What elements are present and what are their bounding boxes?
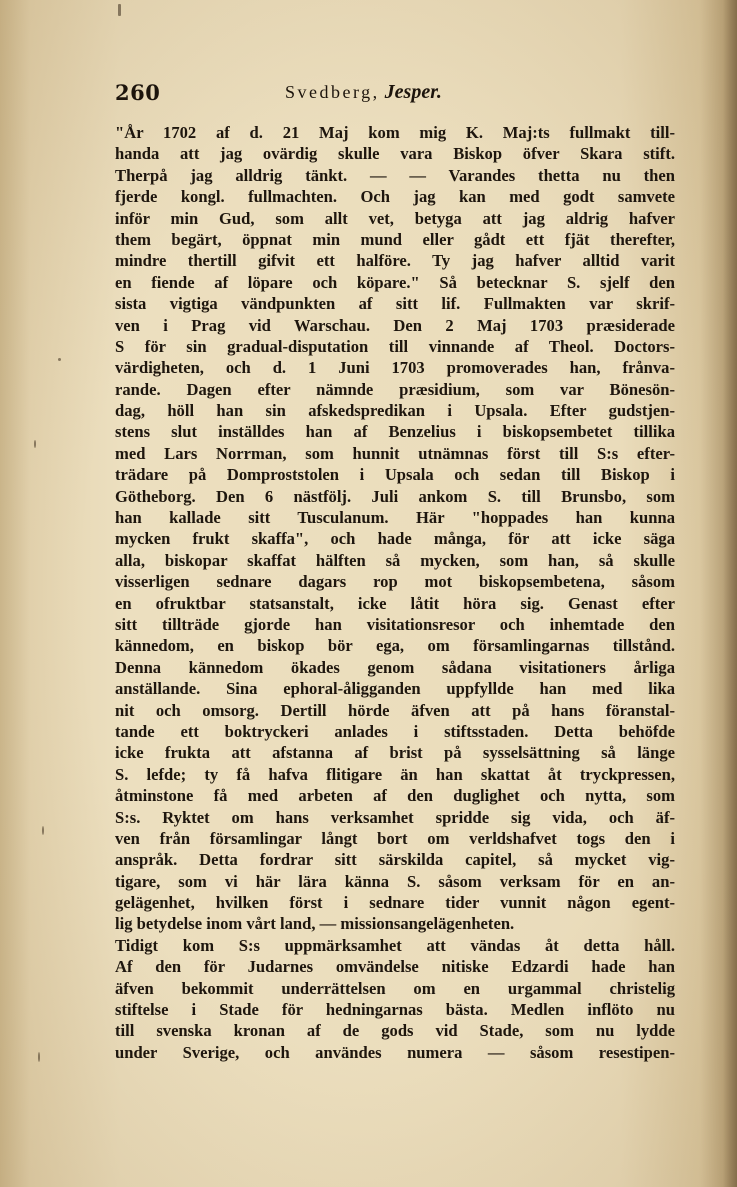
text-line: gelägenhet, hvilken först i sednare tider vunnit någon egent- bbox=[115, 893, 675, 913]
ink-speck bbox=[38, 1052, 40, 1062]
ink-speck bbox=[118, 4, 121, 16]
text-line: han kallade sitt Tusculanum. Här "hoppades han kunna bbox=[115, 508, 675, 528]
text-line: trädare på Domproststolen i Upsala och sedan till Biskop i bbox=[115, 465, 675, 485]
text-line: inför min Gud, som allt vet, betyga att jag aldrig hafver bbox=[115, 208, 675, 228]
text-line: Af den för Judarnes omvändelse nitiske Edzardi hade han bbox=[115, 957, 675, 977]
text-line: Tidigt kom S:s uppmärksamhet att vändas åt detta håll. bbox=[115, 935, 675, 955]
text-line: handa att jag ovärdig skulle vara Biskop öfver Skara stift. bbox=[115, 144, 675, 164]
text-line: kännedom, en biskop bör ega, om församlingarnas tillstånd. bbox=[115, 636, 675, 656]
text-line: them begärt, öppnat min mund eller gådt ett fjät therefter, bbox=[115, 229, 675, 249]
running-head-forename: Jesper. bbox=[384, 81, 442, 103]
text-line: Götheborg. Den 6 nästfölj. Juli ankom S. till Brunsbo, som bbox=[115, 486, 675, 506]
text-line: tande ett boktryckeri anlades i stiftsstaden. Detta behöfde bbox=[115, 721, 675, 741]
text-line: anställande. Sina ephoral-åligganden uppfyllde han med lika bbox=[115, 679, 675, 699]
text-line: ven från församlingar långt bort om verldshafvet togs den i bbox=[115, 828, 675, 848]
body-text bbox=[115, 122, 675, 1063]
text-line: under Sverige, och användes numera — såsom resestipen- bbox=[115, 1042, 675, 1062]
text-line: S:s. Ryktet om hans verksamhet spridde sig vida, och äf- bbox=[115, 807, 675, 827]
text-line: en fiende af löpare och köpare." Så betecknar S. sjelf den bbox=[115, 272, 675, 292]
text-line: stiftelse i Stade för hedningarnas bästa. Medlen inflöto nu bbox=[115, 1000, 675, 1020]
text-line: stens slut inställdes han af Benzelius i biskopsembetet tillika bbox=[115, 422, 675, 442]
text-line: lig betydelse inom vårt land, — missionsangelägenheten. bbox=[115, 914, 515, 934]
text-line: sista vigtiga vändpunkten af sitt lif. Fullmakten var skrif- bbox=[115, 294, 675, 314]
ink-speck bbox=[58, 358, 61, 361]
text-line: sitt tillträde gjorde han visitationsresor och inhemtade den bbox=[115, 614, 675, 634]
text-line: alla, biskopar skaffat hälften så mycken, som han, så skulle bbox=[115, 550, 675, 570]
text-line: dag, höll han sin afskedspredikan i Upsala. Efter gudstjen- bbox=[115, 401, 675, 421]
text-line: visserligen sednare dagars rop mot biskopsembetena, såsom bbox=[115, 572, 675, 592]
text-line: Denna kännedom ökades genom sådana visitationers årliga bbox=[115, 657, 675, 677]
text-line: Therpå jag alldrig tänkt. — — Varandes thetta nu then bbox=[115, 165, 675, 185]
page-number: 260 bbox=[115, 80, 161, 105]
text-line: anspråk. Detta fordrar sitt särskilda capitel, så mycket vig- bbox=[115, 850, 675, 870]
text-line: "År 1702 af d. 21 Maj kom mig K. Maj:ts fullmakt till- bbox=[115, 123, 675, 142]
page-header bbox=[115, 80, 675, 110]
running-head bbox=[285, 81, 442, 104]
text-line: fjerde kongl. fullmachten. Och jag kan med godt samvete bbox=[115, 187, 675, 207]
text-line: rande. Dagen efter nämnde præsidium, som var Bönesön- bbox=[115, 379, 675, 399]
text-line: åtminstone få med arbeten af den duglighet och nytta, som bbox=[115, 786, 675, 806]
ink-speck bbox=[42, 826, 44, 835]
text-line: mindre thertill gifvit ett halföre. Ty jag hafver alltid varit bbox=[115, 251, 675, 271]
text-line: S. lefde; ty få hafva flitigare än han skattat åt tryckpressen, bbox=[115, 764, 675, 784]
page-edge-shadow bbox=[723, 0, 737, 1187]
text-line: mycken frukt skaffa", och hade många, för att icke säga bbox=[115, 529, 675, 549]
text-line: nit och omsorg. Dertill hörde äfven att på hans föranstal- bbox=[115, 700, 675, 720]
text-line: tigare, som vi här lära känna S. såsom verksam för en an- bbox=[115, 871, 675, 891]
text-line: icke frukta att afstanna af brist på sysselsättning så länge bbox=[115, 743, 675, 763]
text-line: med Lars Norrman, som hunnit utnämnas först till S:s efter- bbox=[115, 443, 675, 463]
text-line: värdigheten, och d. 1 Juni 1703 promoverades han, frånva- bbox=[115, 358, 675, 378]
ink-speck bbox=[34, 440, 36, 448]
text-line: äfven bekommit underrättelsen om en urgammal christelig bbox=[115, 978, 675, 998]
text-line: till svenska kronan af de gods vid Stade, som nu lydde bbox=[115, 1021, 675, 1041]
text-line: S för sin gradual-disputation till vinnande af Theol. Doctors- bbox=[115, 336, 675, 356]
text-line: ven i Prag vid Warschau. Den 2 Maj 1703 præsiderade bbox=[115, 315, 675, 335]
running-head-surname: Svedberg, bbox=[285, 82, 380, 102]
text-line: en ofruktbar statsanstalt, icke låtit höra sig. Genast efter bbox=[115, 593, 675, 613]
